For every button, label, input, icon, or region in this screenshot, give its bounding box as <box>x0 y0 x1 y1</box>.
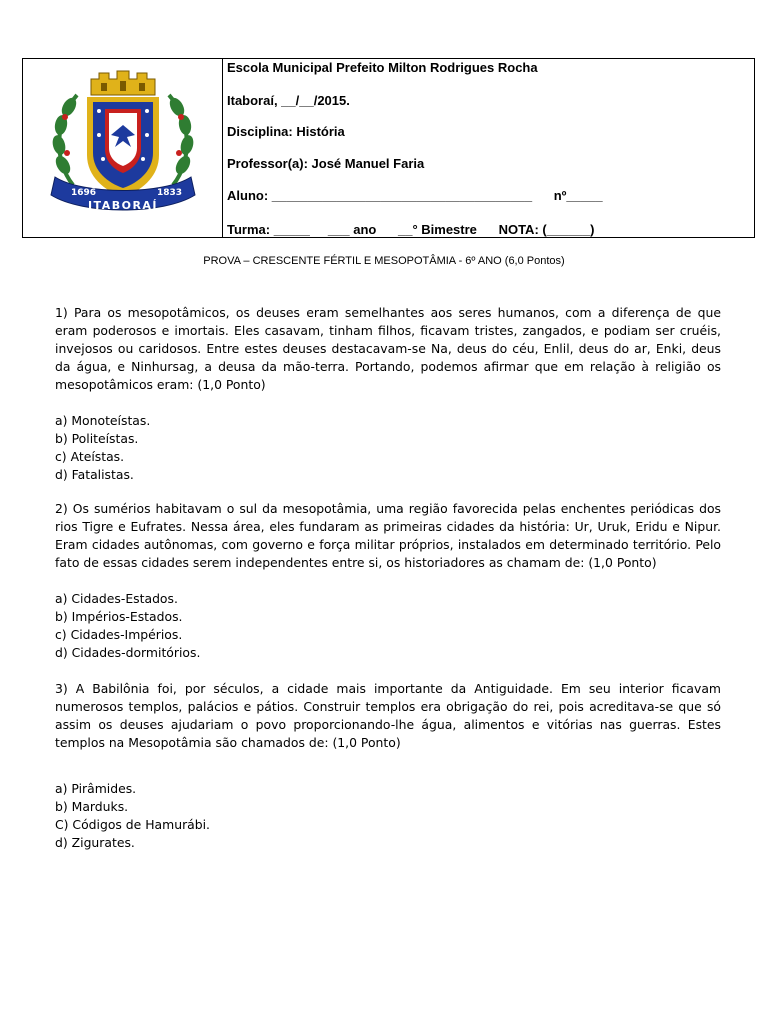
option: c) Ateístas. <box>55 449 125 464</box>
student-line: Aluno: ____________________________________ nº_____ <box>227 188 603 203</box>
school-name: Escola Municipal Prefeito Milton Rodrigues Rocha <box>227 60 538 75</box>
crest-city-name: ITABORAÍ <box>87 199 159 212</box>
option: a) Pirâmides. <box>55 781 137 796</box>
option: a) Cidades-Estados. <box>55 591 178 606</box>
date-line: Itaboraí, __/__/2015. <box>227 93 350 108</box>
option: C) Códigos de Hamurábi. <box>55 817 210 832</box>
option: b) Marduks. <box>55 799 129 814</box>
itaborai-crest-icon <box>43 65 203 225</box>
crest-cell <box>23 59 223 237</box>
option: d) Cidades-dormitórios. <box>55 645 201 660</box>
option: d) Fatalistas. <box>55 467 134 482</box>
exam-title: PROVA – CRESCENTE FÉRTIL E MESOPOTÂMIA - 6º ANO (6,0 Pontos) <box>203 255 565 267</box>
question-text: 1) Para os mesopotâmicos, os deuses eram semelhantes aos seres humanos, com a diferença de que eram poderosos e imortais. Eles casavam, tinham filhos, ficavam tristes, zangados, e podiam ser cruéis, invejosos ou caridosos. Entre estes deuses destacavam-se Na, deus do céu, Enlil, deus do ar, Enki, deus da água, e Ninhursag, a deusa da mão-terra. Portando, podemos afirmar que em relação à religião os mesopotâmicos eram: (1,0 Ponto) <box>55 305 721 392</box>
question-1 <box>55 304 721 484</box>
option: c) Cidades-Impérios. <box>55 627 183 642</box>
question-text: 3) A Babilônia foi, por séculos, a cidade mais importante da Antiguidade. Em seu interior ficavam numerosos templos, palácios e pátios. Construir templos era obrigação do rei, pois acreditava-se que só assim os deuses ajudariam o povo proporcionando-lhe água, alimentos e vitórias nas guerras. Estes templos na Mesopotâmia são chamados de: (1,0 Ponto) <box>55 681 721 750</box>
class-grade-line: Turma: _____ ___ ano __° Bimestre NOTA: (______) <box>227 222 595 237</box>
crest-year-left: 1696 <box>71 188 97 198</box>
question-2 <box>55 500 721 662</box>
crest-year-right: 1833 <box>157 188 183 198</box>
option: b) Politeístas. <box>55 431 139 446</box>
header-table <box>22 58 755 238</box>
option: b) Impérios-Estados. <box>55 609 183 624</box>
school-info <box>225 59 754 237</box>
question-3 <box>55 680 721 852</box>
discipline-line: Disciplina: História <box>227 124 345 139</box>
question-text: 2) Os sumérios habitavam o sul da mesopotâmia, uma região favorecida pelas enchentes periódicas dos rios Tigre e Eufrates. Nessa área, eles fundaram as primeiras cidades da história: Ur, Uruk, Eridu e Nipur. Eram cidades autônomas, com governo e força militar próprios, instalados em determinado território. Pelo fato de essas cidades serem independentes entre si, os historiadores as chamam de: (1,0 Ponto) <box>55 501 721 570</box>
option: d) Zigurates. <box>55 835 135 850</box>
option: a) Monoteístas. <box>55 413 151 428</box>
teacher-line: Professor(a): José Manuel Faria <box>227 156 425 171</box>
